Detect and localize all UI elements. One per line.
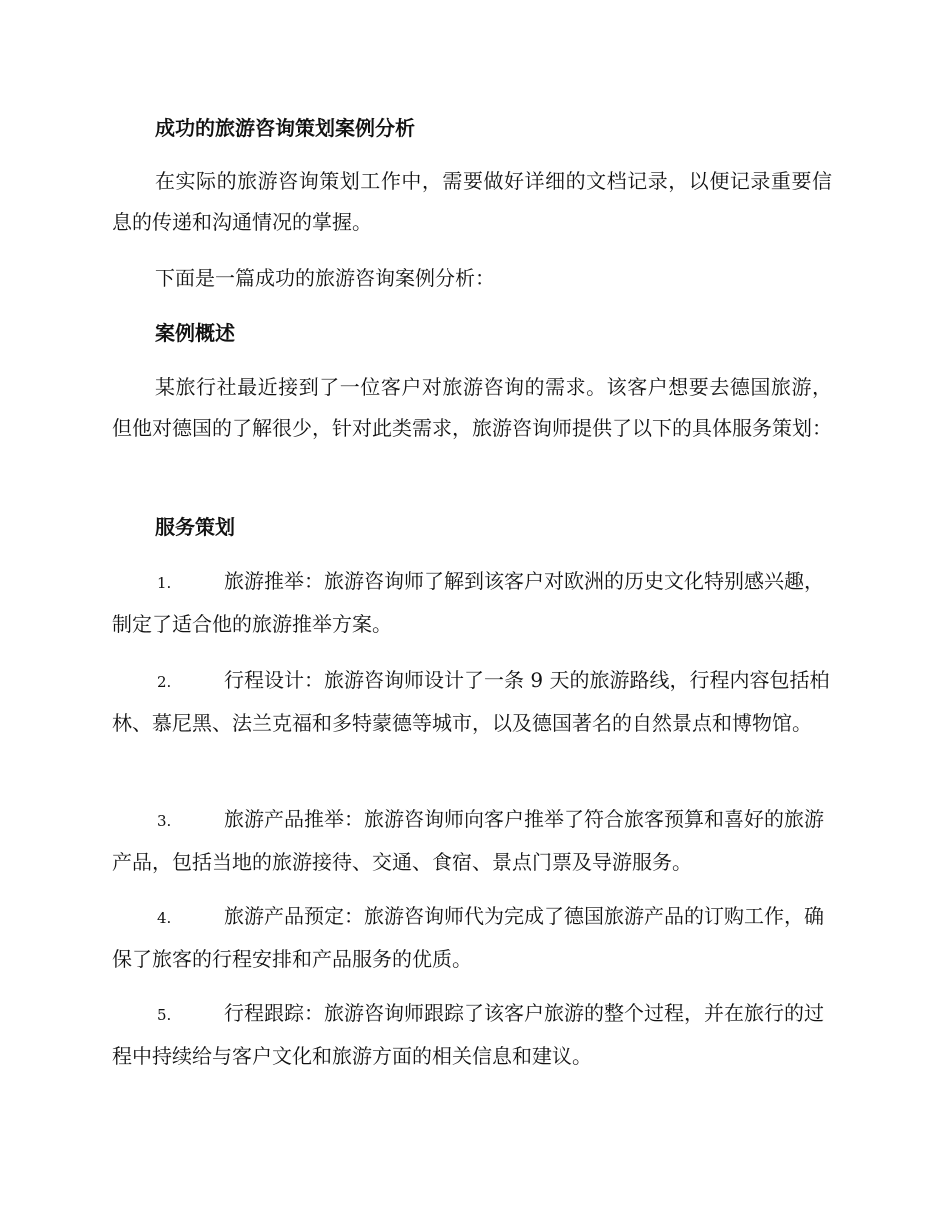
list-item-text: 旅游产品预定：旅游咨询师代为完成了德国旅游产品的订购工作，确保了旅客的行程安排和产品服务的优质。 — [112, 904, 824, 971]
list-item-text: 行程跟踪：旅游咨询师跟踪了该客户旅游的整个过程，并在旅行的过程中持续给与客户文化和旅游方面的相关信息和建议。 — [112, 1001, 824, 1068]
list-item-text: 行程设计：旅游咨询师设计了一条 9 天的旅游路线，行程内容包括柏林、慕尼黑、法兰克福和多特蒙德等城市，以及德国著名的自然景点和博物馆。 — [112, 668, 830, 735]
section-heading-service-plan: 服务策划 — [155, 515, 235, 539]
intro-paragraph: 在实际的旅游咨询策划工作中，需要做好详细的文档记录，以便记录重要信息的传递和沟通情况的掌握。 — [112, 169, 832, 234]
document-title: 成功的旅游咨询策划案例分析 — [155, 116, 415, 140]
list-item-number: 4. — [157, 909, 172, 927]
list-item-number: 3. — [157, 812, 172, 830]
list-item-text: 旅游推举：旅游咨询师了解到该客户对欧洲的历史文化特别感兴趣，制定了适合他的旅游推举方案。 — [112, 569, 824, 636]
list-item — [112, 561, 832, 645]
list-item — [112, 660, 832, 744]
section-heading-overview: 案例概述 — [155, 321, 235, 345]
list-item-text: 旅游产品推举：旅游咨询师向客户推举了符合旅客预算和喜好的旅游产品，包括当地的旅游接待、交通、食宿、景点门票及导游服务。 — [112, 807, 824, 874]
list-item-number: 5. — [157, 1006, 172, 1024]
list-item — [112, 896, 832, 980]
list-item — [112, 799, 832, 883]
overview-paragraph: 某旅行社最近接到了一位客户对旅游咨询的需求。该客户想要去德国旅游，但他对德国的了解很少，针对此类需求，旅游咨询师提供了以下的具体服务策划： — [112, 375, 832, 440]
list-item-number: 2. — [157, 673, 172, 691]
list-item — [112, 993, 832, 1077]
intro-paragraph-2: 下面是一篇成功的旅游咨询案例分析： — [155, 266, 495, 290]
list-item-number: 1. — [157, 574, 172, 592]
